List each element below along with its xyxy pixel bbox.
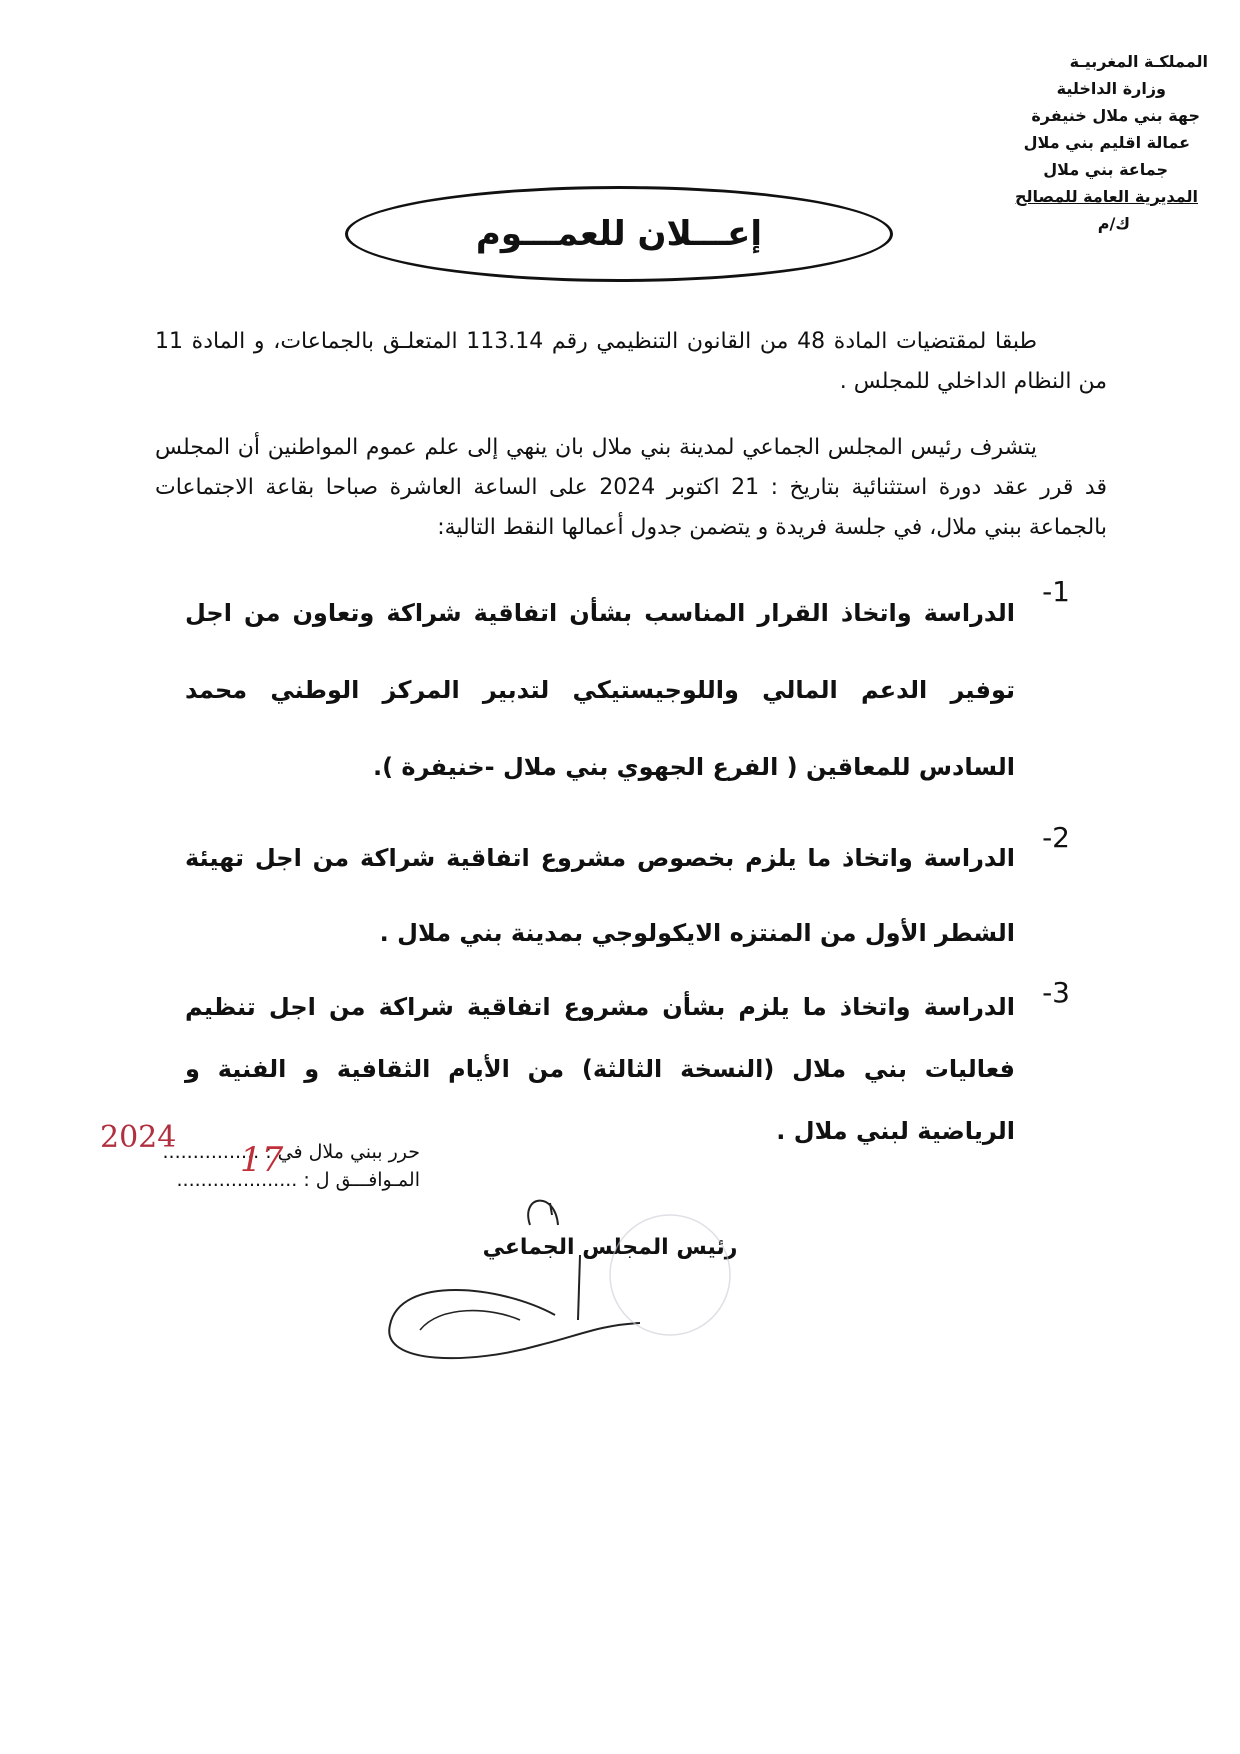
agenda-item-text: الدراسة واتخاذ القرار المناسب بشأن اتفاقية شراكة وتعاون من اجل توفير الدعم المالي واللوجيستيكي لتدبير المركز الوطني محمد السادس للمعاقين ( الفرع الجهوي بني ملال -خنيفرة ). bbox=[185, 599, 1015, 781]
agenda-item-number: 2- bbox=[1042, 821, 1070, 854]
letterhead-reference: ك/م bbox=[1097, 214, 1130, 233]
legal-basis-paragraph bbox=[155, 322, 1107, 402]
agenda-list bbox=[185, 575, 1070, 1162]
letterhead-kingdom: المملكـة المغربيـة bbox=[1069, 52, 1208, 71]
made-in-dots: ................ bbox=[162, 1141, 260, 1163]
corresponding-dots: .................... bbox=[176, 1169, 298, 1191]
agenda-item bbox=[185, 575, 1070, 806]
corresponding-label: المـوافـــق ل : bbox=[303, 1169, 420, 1191]
announcement-paragraph bbox=[155, 428, 1107, 548]
agenda-item-text: الدراسة واتخاذ ما يلزم بخصوص مشروع اتفاقية شراكة من اجل تهيئة الشطر الأول من المنتزه الايكولوجي بمدينة بني ملال . bbox=[185, 844, 1015, 947]
agenda-item-number: 1- bbox=[1042, 575, 1070, 608]
letterhead-prefecture: عمالة اقليم بني ملال bbox=[1023, 133, 1190, 152]
agenda-item bbox=[185, 821, 1070, 971]
date-stamp-year: 2024 bbox=[100, 1120, 177, 1155]
letterhead-region: جهة بني ملال خنيفرة bbox=[1031, 106, 1200, 125]
agenda-item-number: 3- bbox=[1042, 976, 1070, 1009]
page-title: إعـــلان للعمـــوم bbox=[475, 214, 763, 254]
letterhead bbox=[978, 48, 1208, 237]
letterhead-directorate: المديرية العامة للمصالح bbox=[1015, 187, 1198, 206]
letterhead-commune: جماعة بني ملال bbox=[1043, 160, 1168, 179]
handwritten-signature bbox=[380, 1195, 740, 1385]
letterhead-ministry: وزارة الداخلية bbox=[1056, 79, 1166, 98]
date-stamp-day: 17 bbox=[240, 1140, 284, 1180]
agenda-item-text: الدراسة واتخاذ ما يلزم بشأن مشروع اتفاقية شراكة من اجل تنظيم فعاليات بني ملال (النسخة الثالثة) من الأيام الثقافية و الفنية و الرياضية لبني ملال . bbox=[185, 993, 1015, 1145]
announcement-text: يتشرف رئيس المجلس الجماعي لمدينة بني ملال بان ينهي إلى علم عموم المواطنين أن المجلس قد قرر عقد دورة استثنائية بتاريخ : 21 اكتوبر 2024 على الساعة العاشرة صباحا بقاعة الاجتماعات بالجماعة ببني ملال، في جلسة فريدة و يتضمن جدول أعمالها النقط التالية: bbox=[155, 435, 1107, 540]
made-in-label: حرر ببني ملال في : bbox=[265, 1141, 420, 1163]
legal-basis-text: طبقا لمقتضيات المادة 48 من القانون التنظيمي رقم 113.14 المتعلـق بالجماعات، و المادة 11 من النظام الداخلي للمجلس . bbox=[155, 329, 1107, 394]
agenda-item bbox=[185, 976, 1070, 1162]
signatory-title: رئيس المجلس الجماعي bbox=[482, 1235, 738, 1260]
title-frame bbox=[345, 186, 893, 282]
